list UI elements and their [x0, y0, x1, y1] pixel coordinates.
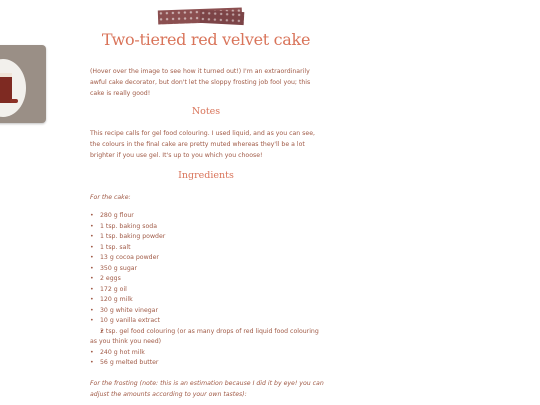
intro-paragraph: (Hover over the image to see how it turned out!) I'm an extraordinarily awful cake decorator, but don't let the sloppy frosting job fool you; this cake is really good! — [90, 68, 311, 97]
list-item: • 1 tsp. baking powder — [90, 232, 326, 243]
list-item: • 240 g hot milk — [90, 348, 326, 359]
cake-ingredients-label: For the cake: — [90, 194, 131, 201]
list-item: • 280 g flour — [90, 211, 326, 222]
cake-ingredients-list — [90, 211, 326, 369]
list-item: • 120 g milk — [90, 295, 326, 306]
washi-tape-decoration-overlap — [200, 10, 245, 25]
list-item: • 1 tsp. salt — [90, 243, 326, 254]
list-item: • 2 tsp. gel food colouring (or as many drops of red liquid food colouring as you think you need) — [90, 327, 326, 348]
list-item: • 2 eggs — [90, 274, 326, 285]
list-item: • 30 g white vinegar — [90, 306, 326, 317]
list-item: • 1 tsp. baking soda — [90, 222, 326, 233]
ingredients-heading: Ingredients — [178, 170, 234, 181]
cake-crumb-image-part — [10, 99, 18, 103]
list-item: • 350 g sugar — [90, 264, 326, 275]
post-title: Two-tiered red velvet cake — [101, 30, 311, 49]
cake-photo[interactable] — [0, 45, 46, 123]
list-item: • 56 g melted butter — [90, 358, 326, 369]
list-item: • 172 g oil — [90, 285, 326, 296]
list-item: • 10 g vanilla extract — [90, 316, 326, 327]
frosting-ingredients-label: For the frosting (note: this is an estimation because I did it by eye! you can adjust the amounts according to your own tastes): — [90, 380, 324, 398]
list-item: • 13 g cocoa powder — [90, 253, 326, 264]
notes-paragraph: This recipe calls for gel food colouring. I used liquid, and as you can see, the colours in the final cake are pretty muted whereas they'll be a lot brighter if you use gel. It's up to you which you choose! — [90, 130, 315, 159]
notes-heading: Notes — [191, 106, 221, 117]
